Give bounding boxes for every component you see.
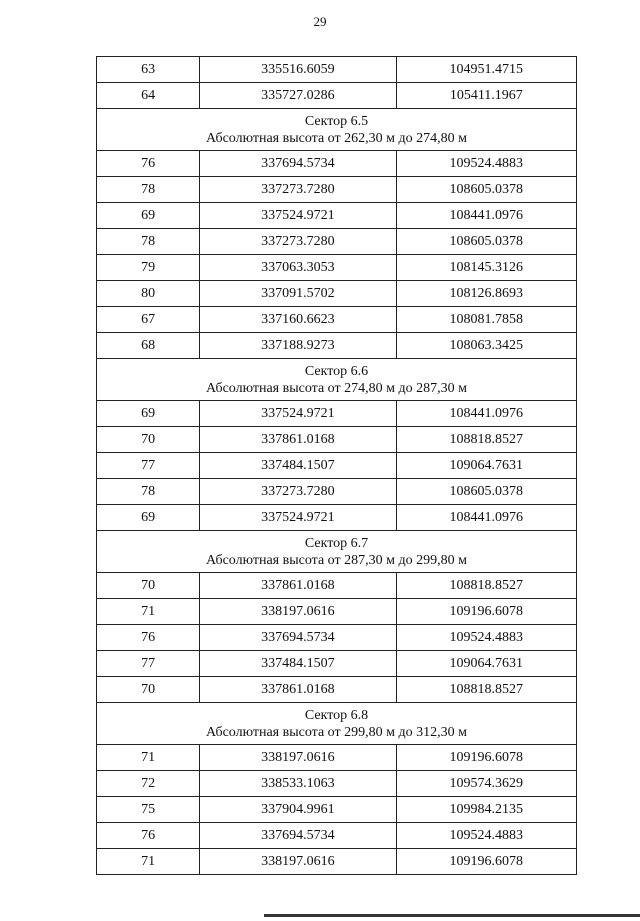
x-coordinate-cell: 337273.7280 bbox=[200, 479, 396, 505]
point-number-cell: 64 bbox=[97, 83, 200, 109]
y-coordinate-cell: 109524.4883 bbox=[396, 823, 576, 849]
x-coordinate-cell: 335516.6059 bbox=[200, 57, 396, 83]
sector-header-cell bbox=[97, 359, 577, 401]
x-coordinate-cell: 337188.9273 bbox=[200, 333, 396, 359]
coordinates-table bbox=[96, 56, 577, 875]
y-coordinate-cell: 109524.4883 bbox=[396, 151, 576, 177]
sector-title: Сектор 6.6 bbox=[304, 363, 369, 379]
x-coordinate-cell: 337694.5734 bbox=[200, 151, 396, 177]
x-coordinate-cell: 337861.0168 bbox=[200, 677, 396, 703]
point-number-cell: 70 bbox=[97, 573, 200, 599]
point-number-cell: 67 bbox=[97, 307, 200, 333]
sector-title: Сектор 6.8 bbox=[304, 707, 369, 723]
x-coordinate-cell: 337524.9721 bbox=[200, 401, 396, 427]
table-row bbox=[97, 505, 577, 531]
table-row bbox=[97, 599, 577, 625]
x-coordinate-cell: 337091.5702 bbox=[200, 281, 396, 307]
x-coordinate-cell: 337861.0168 bbox=[200, 573, 396, 599]
y-coordinate-cell: 109196.6078 bbox=[396, 599, 576, 625]
sector-altitude: Абсолютная высота от 299,80 м до 312,30 м bbox=[206, 724, 467, 740]
coordinates-table-body bbox=[97, 57, 577, 875]
table-row bbox=[97, 281, 577, 307]
point-number-cell: 69 bbox=[97, 203, 200, 229]
point-number-cell: 76 bbox=[97, 625, 200, 651]
sector-header-row bbox=[97, 359, 577, 401]
y-coordinate-cell: 109196.6078 bbox=[396, 849, 576, 875]
point-number-cell: 63 bbox=[97, 57, 200, 83]
sector-header-cell bbox=[97, 109, 577, 151]
x-coordinate-cell: 337484.1507 bbox=[200, 453, 396, 479]
table-row bbox=[97, 479, 577, 505]
sector-altitude: Абсолютная высота от 274,80 м до 287,30 м bbox=[206, 380, 467, 396]
point-number-cell: 69 bbox=[97, 505, 200, 531]
table-row bbox=[97, 849, 577, 875]
point-number-cell: 78 bbox=[97, 229, 200, 255]
x-coordinate-cell: 337524.9721 bbox=[200, 203, 396, 229]
y-coordinate-cell: 109064.7631 bbox=[396, 651, 576, 677]
sector-header-cell bbox=[97, 531, 577, 573]
point-number-cell: 71 bbox=[97, 849, 200, 875]
y-coordinate-cell: 108081.7858 bbox=[396, 307, 576, 333]
x-coordinate-cell: 337484.1507 bbox=[200, 651, 396, 677]
x-coordinate-cell: 337273.7280 bbox=[200, 177, 396, 203]
x-coordinate-cell: 337273.7280 bbox=[200, 229, 396, 255]
table-row bbox=[97, 625, 577, 651]
sector-title: Сектор 6.5 bbox=[304, 113, 369, 129]
sector-title: Сектор 6.7 bbox=[304, 535, 369, 551]
table-row bbox=[97, 651, 577, 677]
x-coordinate-cell: 337904.9961 bbox=[200, 797, 396, 823]
x-coordinate-cell: 337524.9721 bbox=[200, 505, 396, 531]
y-coordinate-cell: 108126.8693 bbox=[396, 281, 576, 307]
point-number-cell: 77 bbox=[97, 651, 200, 677]
x-coordinate-cell: 338197.0616 bbox=[200, 599, 396, 625]
table-row bbox=[97, 333, 577, 359]
sector-altitude: Абсолютная высота от 262,30 м до 274,80 м bbox=[206, 130, 467, 146]
table-row bbox=[97, 57, 577, 83]
point-number-cell: 71 bbox=[97, 599, 200, 625]
sector-header-cell bbox=[97, 703, 577, 745]
point-number-cell: 77 bbox=[97, 453, 200, 479]
x-coordinate-cell: 338197.0616 bbox=[200, 849, 396, 875]
table-row bbox=[97, 771, 577, 797]
sector-header-row bbox=[97, 109, 577, 151]
y-coordinate-cell: 108441.0976 bbox=[396, 203, 576, 229]
table-row bbox=[97, 797, 577, 823]
y-coordinate-cell: 108441.0976 bbox=[396, 505, 576, 531]
table-row bbox=[97, 307, 577, 333]
table-row bbox=[97, 177, 577, 203]
table-row bbox=[97, 573, 577, 599]
table-row bbox=[97, 453, 577, 479]
y-coordinate-cell: 108441.0976 bbox=[396, 401, 576, 427]
scan-edge-line bbox=[264, 914, 640, 917]
point-number-cell: 76 bbox=[97, 151, 200, 177]
x-coordinate-cell: 337063.3053 bbox=[200, 255, 396, 281]
y-coordinate-cell: 108818.8527 bbox=[396, 573, 576, 599]
x-coordinate-cell: 338197.0616 bbox=[200, 745, 396, 771]
point-number-cell: 69 bbox=[97, 401, 200, 427]
y-coordinate-cell: 108605.0378 bbox=[396, 479, 576, 505]
point-number-cell: 76 bbox=[97, 823, 200, 849]
table-row bbox=[97, 745, 577, 771]
sector-header-row bbox=[97, 531, 577, 573]
sector-header-row bbox=[97, 703, 577, 745]
y-coordinate-cell: 109524.4883 bbox=[396, 625, 576, 651]
y-coordinate-cell: 109064.7631 bbox=[396, 453, 576, 479]
x-coordinate-cell: 335727.0286 bbox=[200, 83, 396, 109]
y-coordinate-cell: 108605.0378 bbox=[396, 229, 576, 255]
sector-altitude: Абсолютная высота от 287,30 м до 299,80 м bbox=[206, 552, 467, 568]
point-number-cell: 68 bbox=[97, 333, 200, 359]
x-coordinate-cell: 337694.5734 bbox=[200, 823, 396, 849]
point-number-cell: 72 bbox=[97, 771, 200, 797]
point-number-cell: 71 bbox=[97, 745, 200, 771]
table-row bbox=[97, 203, 577, 229]
table-row bbox=[97, 229, 577, 255]
point-number-cell: 78 bbox=[97, 177, 200, 203]
x-coordinate-cell: 337160.6623 bbox=[200, 307, 396, 333]
page-number: 29 bbox=[313, 14, 327, 29]
x-coordinate-cell: 338533.1063 bbox=[200, 771, 396, 797]
y-coordinate-cell: 105411.1967 bbox=[396, 83, 576, 109]
point-number-cell: 70 bbox=[97, 677, 200, 703]
point-number-cell: 70 bbox=[97, 427, 200, 453]
table-row bbox=[97, 427, 577, 453]
point-number-cell: 78 bbox=[97, 479, 200, 505]
table-row bbox=[97, 255, 577, 281]
point-number-cell: 79 bbox=[97, 255, 200, 281]
y-coordinate-cell: 109196.6078 bbox=[396, 745, 576, 771]
y-coordinate-cell: 108063.3425 bbox=[396, 333, 576, 359]
point-number-cell: 75 bbox=[97, 797, 200, 823]
x-coordinate-cell: 337694.5734 bbox=[200, 625, 396, 651]
x-coordinate-cell: 337861.0168 bbox=[200, 427, 396, 453]
table-row bbox=[97, 83, 577, 109]
y-coordinate-cell: 108818.8527 bbox=[396, 427, 576, 453]
table-row bbox=[97, 401, 577, 427]
y-coordinate-cell: 104951.4715 bbox=[396, 57, 576, 83]
point-number-cell: 80 bbox=[97, 281, 200, 307]
y-coordinate-cell: 108145.3126 bbox=[396, 255, 576, 281]
table-row bbox=[97, 823, 577, 849]
table-row bbox=[97, 151, 577, 177]
y-coordinate-cell: 108605.0378 bbox=[396, 177, 576, 203]
y-coordinate-cell: 109984.2135 bbox=[396, 797, 576, 823]
y-coordinate-cell: 109574.3629 bbox=[396, 771, 576, 797]
table-row bbox=[97, 677, 577, 703]
y-coordinate-cell: 108818.8527 bbox=[396, 677, 576, 703]
